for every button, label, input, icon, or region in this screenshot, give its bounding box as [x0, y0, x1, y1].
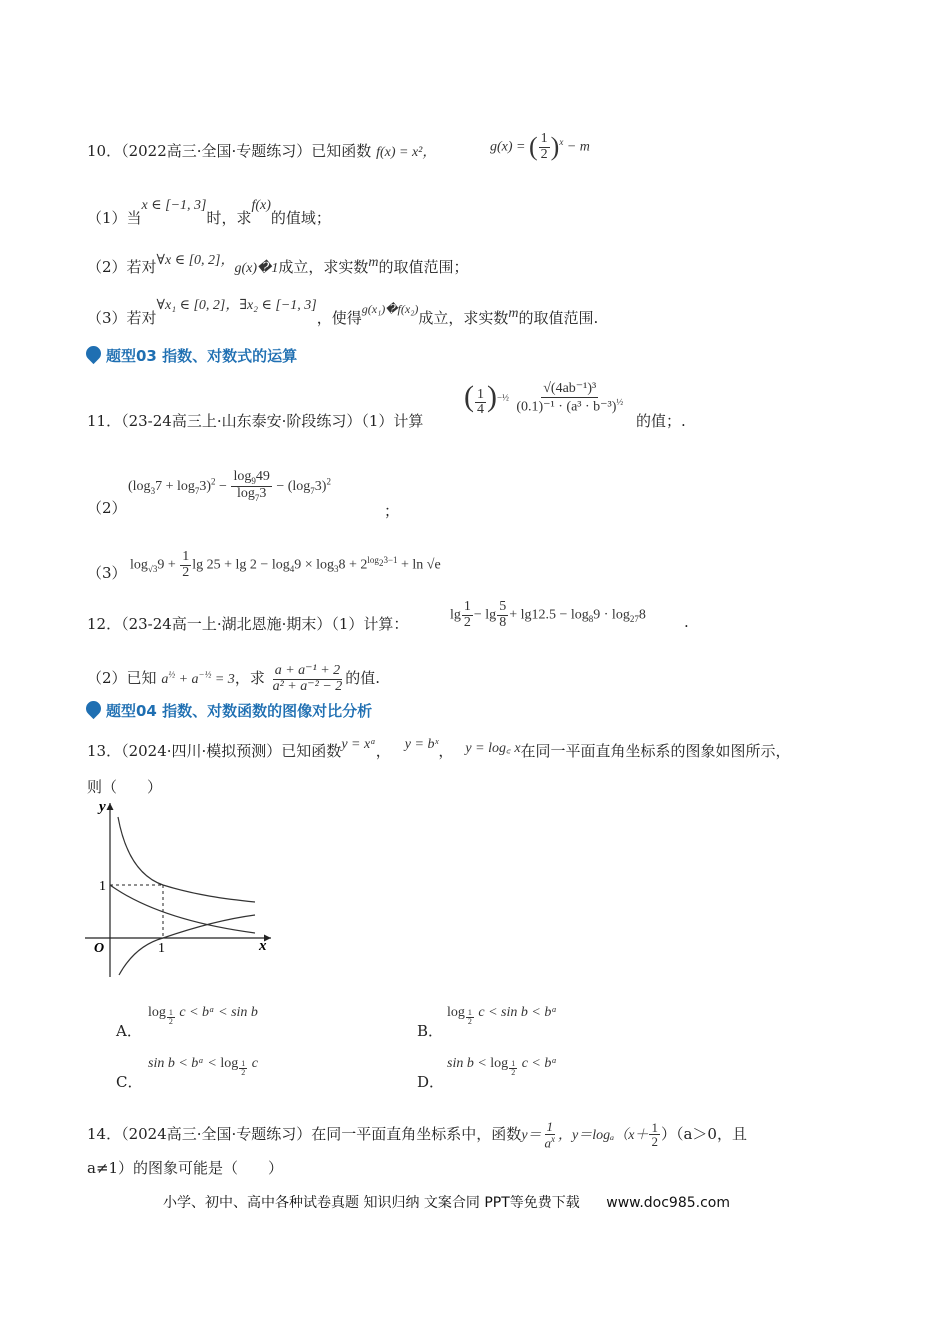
graph-origin: O [94, 941, 105, 956]
curve-log [119, 915, 255, 975]
graph-x-label: x [259, 938, 267, 954]
q11-expr1: ( $\frac{1}{4}$ )$^{-\frac{1}{2}}$ $\frac{\text{√(4ab⁻¹)³}}{(0.1)^{-1} \cdot (a^3 \cdot b^{-3})^{\frac{1}{2}}}$ [464, 380, 624, 418]
footer-url[interactable]: www.doc985.com [606, 1195, 730, 1211]
section-pin-icon [83, 343, 104, 364]
option-d[interactable]: D． [417, 1073, 445, 1091]
section-pin-icon-2 [83, 698, 104, 719]
q10-part1: （1）当x ∈ [−1, 3]时，求f(x)的值域； [87, 198, 331, 227]
graph-one-x: 1 [158, 941, 165, 956]
q13-then: 则（ ） [87, 778, 163, 796]
q10-g-def: g(x) = ( $\frac{1}{2}$ )$^x$ − m [490, 131, 590, 162]
q10-lead: 10．（2022高三·全国·专题练习）已知函数 [87, 142, 372, 160]
q10-stem [87, 140, 436, 161]
q13-stem: 13．（2024·四川·模拟预测）已知函数y = xᵃ， y = bˣ， y = log꜀ x在同一平面直角坐标系的图象如图所示， [87, 737, 791, 760]
q12-stem: 12．（23-24高一上·湖北恩施·期末）（1）计算： [87, 615, 409, 633]
q10-part2: （2）若对∀x ∈ [0, 2]，g(x)�1成立，求实数m的取值范围； [87, 253, 469, 276]
q14-stem: 14．（2024高三·全国·专题练习）在同一平面直角坐标系中，函数y＝ $\frac{1}{a^x}$ ，y＝logₐ（x＋ $\frac{1}{2}$ ）（a＞0，且 [87, 1119, 747, 1150]
q10-f-def: f(x) = x²， [376, 145, 437, 160]
option-a[interactable]: A． [116, 1022, 142, 1040]
option-a-expr: log $_{\frac{1}{2}}$ c < bᵃ < sin b [148, 1005, 258, 1027]
q11-expr2: $(\log_37 + \log_73)^2$ − $\frac{\log_949}{\log_73}$ − $(\log_73)^2$ [128, 469, 331, 504]
q11-part2-label: （2） [87, 499, 127, 517]
q10-part3: （3）若对∀x₁ ∈ [0, 2]，∃x₂ ∈ [−1, 3]，使得$^{g(x_1)�f(x_2)}$成立，求实数m的取值范围. [87, 298, 599, 327]
q13-graph [85, 795, 285, 980]
q10-p1-domain: x ∈ [−1, 3] [141, 198, 207, 213]
option-b[interactable]: B． [417, 1022, 444, 1040]
q12-part2: （2）已知 $a^{\frac{1}{2}} + a^{-\frac{1}{2}} = 3$，求 $\frac{\text{a + a⁻¹ + 2}}{\text{a² + a⁻² − 2}}$ 的值. [87, 663, 381, 694]
section-04-title: 题型04 指数、对数函数的图像对比分析 [106, 702, 373, 720]
option-c-expr: sin b < bᵃ < log $_{\frac{1}{2}}$ c [148, 1056, 258, 1078]
q14-line2: a≠1）的图象可能是（ ） [87, 1159, 284, 1177]
graph-y-label: y [99, 799, 106, 815]
option-d-expr: sin b < log $_{\frac{1}{2}}$ c < bᵃ [447, 1056, 557, 1078]
option-c[interactable]: C． [116, 1073, 143, 1091]
footer [163, 1192, 730, 1212]
curve-power [118, 817, 255, 902]
q11-expr3: $\log_{√3}9$ + $\frac{1}{2}$ $\lg 25 + \lg 2 - \log_49 \times \log_38 + 2^{log_23-1} + \ln √e$ [130, 549, 441, 580]
graph-one-y: 1 [99, 879, 106, 894]
q11-stem: 11．（23-24高三上·山东泰安·阶段练习）（1）计算 [87, 412, 424, 430]
q10-p2-ineq: g(x)�1 [234, 261, 279, 276]
q12-expr1: lg $\frac{1}{2}$ − lg $\frac{5}{8}$ + $\lg 12.5 - \log_89 \cdot \log_{27}8$ [450, 599, 646, 630]
footer-text: 小学、初中、高中各种试卷真题 知识归纳 文案合同 PPT等免费下载 [163, 1195, 580, 1211]
q11-part3-label: （3） [87, 564, 127, 582]
option-b-expr: log $_{\frac{1}{2}}$ c < sin b < bᵃ [447, 1005, 557, 1027]
section-03-title: 题型03 指数、对数式的运算 [106, 347, 298, 365]
curve-exponential [110, 885, 255, 933]
q11-tail: 的值；. [636, 412, 686, 430]
